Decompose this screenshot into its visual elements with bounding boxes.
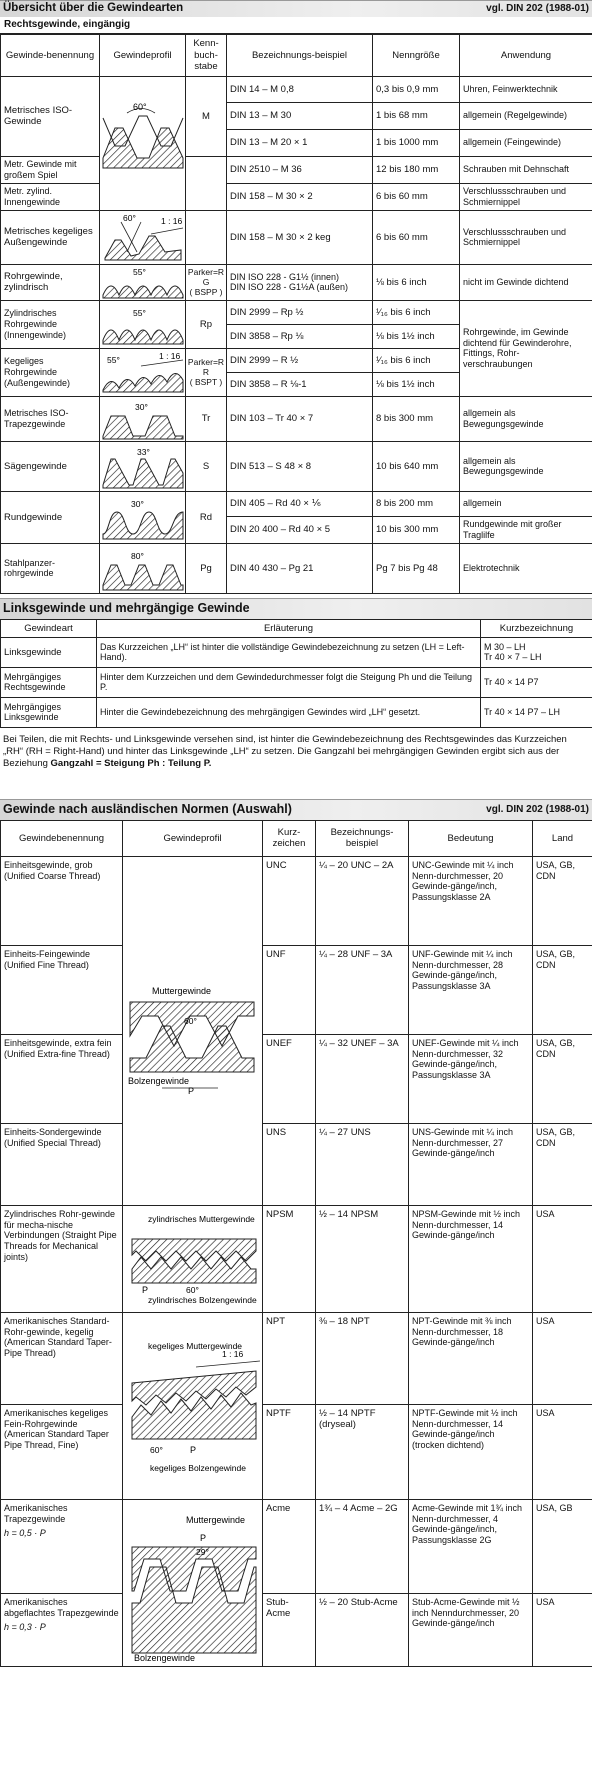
pitch-label: P [142, 1284, 149, 1295]
col-header: Gewindebenennung [1, 820, 123, 856]
section-header-foreign [0, 799, 592, 820]
footnote-formula: Gangzahl = Steigung Ph : Teilung P. [50, 758, 212, 770]
code-letter: M [186, 76, 227, 156]
table-row [1, 300, 592, 324]
short-code: UNEF [263, 1034, 316, 1123]
designation: ¼ – 27 UNS [316, 1123, 409, 1205]
profile-npsm [123, 1205, 263, 1312]
designation: DIN 40 430 – Pg 21 [227, 543, 373, 593]
application: Verschlussschrauben und Schmiernippel [460, 183, 592, 210]
code-parker: Parker=R [187, 357, 225, 368]
thread-name: Zylindrisches Rohrgewinde (Innengewinde) [1, 300, 100, 348]
meaning: Acme-Gewinde mit 1¾ inch Nenn-durchmesser, 4 Gewinde-gänge/inch, Passungsklasse 2G [409, 1499, 533, 1593]
designation: ¼ – 20 UNC – 2A [316, 856, 409, 945]
profile-unified [123, 856, 263, 1205]
section-header-overview [0, 0, 592, 17]
code-bsp: ( BSPP ) [189, 287, 223, 298]
taper-label: 1 : 16 [158, 351, 180, 362]
table-row [1, 856, 592, 945]
designation: DIN 3858 – Rp ⅛ [227, 324, 373, 348]
nominal-size: 10 bis 640 mm [373, 441, 460, 491]
col-header: Kurzbezeichnung [481, 619, 592, 637]
country: USA [533, 1404, 592, 1499]
col-header: Bezeichnungs-beispiel [227, 34, 373, 76]
short-code: Tr 40 × 14 P7 – LH [481, 697, 592, 727]
left-hand-thread-table [0, 619, 592, 728]
thread-name: Amerikanisches Standard-Rohr-gewinde, kegelig (American Standard Taper-Pipe Thread) [1, 1312, 123, 1404]
country: USA [533, 1312, 592, 1404]
npt-thread-profile-icon [126, 1321, 264, 1491]
designation: DIN 13 – M 20 × 1 [227, 129, 373, 156]
application: Elektrotechnik [460, 543, 592, 593]
pitch-label: P [190, 1444, 197, 1455]
profile-round [100, 491, 186, 543]
angle-label: 60° [132, 102, 147, 113]
designation-line: DIN ISO 228 - G1½A (außen) [230, 282, 349, 293]
designation: DIN 405 – Rd 40 × ⅙ [227, 491, 373, 516]
code-main: G [202, 277, 210, 288]
country: USA, GB, CDN [533, 945, 592, 1034]
short-code: NPT [263, 1312, 316, 1404]
angle-label: 55° [132, 267, 146, 278]
designation [227, 264, 373, 300]
depth-formula: h = 0,3 · P [4, 1622, 46, 1633]
code-letter: Rd [186, 491, 227, 543]
short-code: UNC [263, 856, 316, 945]
designation: DIN 3858 – R ⅛-1 [227, 372, 373, 396]
country: USA [533, 1205, 592, 1312]
table-row [1, 1499, 592, 1593]
pipe-inner-profile-icon [101, 302, 185, 346]
depth-formula: h = 0,5 · P [4, 1528, 46, 1539]
table-row [1, 1404, 592, 1499]
code-letter [186, 264, 227, 300]
designation: DIN 2999 – Rp ½ [227, 300, 373, 324]
mutter-label: kegeliges Muttergewinde [148, 1340, 243, 1351]
short-code: M 30 – LH Tr 40 × 7 – LH [481, 637, 592, 667]
table-row [1, 491, 592, 516]
designation: 1¾ – 4 Acme – 2G [316, 1499, 409, 1593]
col-header: Bezeichnungs-beispiel [316, 820, 409, 856]
nominal-size: ¹⁄₁₆ bis 6 inch [373, 348, 460, 372]
section-header-left-hand [0, 598, 592, 619]
explanation: Das Kurzzeichen „LH“ ist hinter die vollständige Gewindebezeichnung zu setzen (LH = Left-Hand). [97, 637, 481, 667]
spacer [0, 771, 592, 799]
thread-name: Metr. Gewinde mit großem Spiel [1, 156, 100, 183]
profile-metric-taper [100, 210, 186, 264]
application: allgemein (Regelgewinde) [460, 102, 592, 129]
angle-label: 29° [196, 1546, 209, 1557]
nominal-size: Pg 7 bis Pg 48 [373, 543, 460, 593]
nominal-size: ⅛ bis 1½ inch [373, 372, 460, 396]
table-header-row [1, 34, 592, 76]
designation: DIN 158 – M 30 × 2 keg [227, 210, 373, 264]
angle-label: 33° [136, 447, 150, 458]
meaning: NPSM-Gewinde mit ½ inch Nenn-durchmesser, 14 Gewinde-gänge/inch [409, 1205, 533, 1312]
table-row [1, 210, 592, 264]
thread-name-text: Amerikanisches Trapezgewinde [4, 1502, 68, 1524]
thread-name: Einheits-Feingewinde (Unified Fine Thread) [1, 945, 123, 1034]
meaning: UNS-Gewinde mit ¼ inch Nenn-durchmesser, 27 Gewinde-gänge/inch [409, 1123, 533, 1205]
table-row [1, 264, 592, 300]
thread-name: Einheitsgewinde, extra fein (Unified Extra-fine Thread) [1, 1034, 123, 1123]
designation: DIN 2999 – R ½ [227, 348, 373, 372]
thread-name: Rohrgewinde, zylindrisch [1, 264, 100, 300]
application: Schrauben mit Dehnschaft [460, 156, 592, 183]
country: USA, GB, CDN [533, 1034, 592, 1123]
thread-name: Metr. zylind. Innengewinde [1, 183, 100, 210]
thread-name: Metrisches ISO-Gewinde [1, 76, 100, 156]
designation: DIN 20 400 – Rd 40 × 5 [227, 516, 373, 543]
code-main: R [202, 367, 210, 378]
profile-pipe [100, 264, 186, 300]
application: Verschlussschrauben und Schmiernippel [460, 210, 592, 264]
col-header: Gewindeprofil [123, 820, 263, 856]
short-code: NPTF [263, 1404, 316, 1499]
country: USA, GB [533, 1499, 592, 1593]
section-title: Übersicht über die Gewindearten [3, 2, 184, 15]
short-code: NPSM [263, 1205, 316, 1312]
footnote-text: Bei Teilen, die mit Rechts- und Linksgewinde versehen sind, ist hinter die Gewindebezeichnung des Rechtsgewindes das Kurzzeichen „RH“ (RH = Right-Hand) und hinter das Linksgewinde „LH“ zu setzen. Die Gangzahl bei mehrgängigen Gewinden ergibt sich aus der Beziehung [3, 733, 567, 770]
country: USA, GB, CDN [533, 1123, 592, 1205]
short-code: Stub-Acme [263, 1593, 316, 1666]
pitch-label: P [188, 1085, 195, 1096]
code-parker: Parker=R [187, 267, 225, 278]
thread-name: Zylindrisches Rohr-gewinde für mecha-nische Verbindungen (Straight Pipe Threads for Mechanical joints) [1, 1205, 123, 1312]
designation: ⅜ – 18 NPT [316, 1312, 409, 1404]
angle-label: 60° [122, 213, 136, 224]
nominal-size: ¹⁄₁₆ bis 6 inch [373, 300, 460, 324]
thread-name [1, 1593, 123, 1666]
code-letter [186, 156, 227, 210]
nominal-size: 10 bis 300 mm [373, 516, 460, 543]
profile-conduit [100, 543, 186, 593]
angle-label: 60° [186, 1284, 199, 1295]
foreign-thread-table [0, 820, 592, 1667]
pipe-thread-profile-icon [101, 265, 185, 299]
thread-name: Amerikanisches kegeliges Fein-Rohrgewinde (American Standard Taper Pipe Thread, Fine) [1, 1404, 123, 1499]
table-row [1, 697, 592, 727]
col-header: Bedeutung [409, 820, 533, 856]
col-header: Gewindeprofil [100, 34, 186, 76]
round-thread-profile-icon [101, 494, 185, 540]
short-code: UNS [263, 1123, 316, 1205]
angle-label: 30° [130, 499, 144, 510]
thread-type: Linksgewinde [1, 637, 97, 667]
nominal-size: 6 bis 60 mm [373, 183, 460, 210]
mutter-label: Muttergewinde [186, 1514, 246, 1525]
mutter-label: Muttergewinde [152, 985, 212, 996]
angle-label: 55° [106, 355, 120, 366]
nominal-size: 0,3 bis 0,9 mm [373, 76, 460, 102]
explanation: Hinter die Gewindebezeichnung des mehrgängigen Gewindes wird „LH“ gesetzt. [97, 697, 481, 727]
angle-label: 80° [130, 551, 144, 562]
country: USA, GB, CDN [533, 856, 592, 945]
application: Uhren, Feinwerktechnik [460, 76, 592, 102]
nominal-size: 12 bis 180 mm [373, 156, 460, 183]
application: allgemein (Feingewinde) [460, 129, 592, 156]
code-letter [186, 210, 227, 264]
profile-metric [100, 76, 186, 210]
angle-label: 30° [134, 401, 148, 412]
country: USA [533, 1593, 592, 1666]
conduit-thread-profile-icon [101, 545, 185, 591]
designation: ¼ – 32 UNEF – 3A [316, 1034, 409, 1123]
code-letter: Tr [186, 396, 227, 441]
acme-thread-profile-icon [126, 1503, 264, 1663]
nominal-size: 6 bis 60 mm [373, 210, 460, 264]
nominal-size: ⅛ bis 1½ inch [373, 324, 460, 348]
application: nicht im Gewinde dichtend [460, 264, 592, 300]
thread-name [1, 1499, 123, 1593]
taper-thread-profile-icon [101, 212, 185, 262]
table-row [1, 1034, 592, 1123]
designation: DIN 103 – Tr 40 × 7 [227, 396, 373, 441]
meaning: Stub-Acme-Gewinde mit ½ inch Nenndurchmesser, 20 Gewinde-gänge/inch [409, 1593, 533, 1666]
col-header: Land [533, 820, 592, 856]
section-subtitle: Rechtsgewinde, eingängig [0, 17, 592, 34]
thread-type: Mehrgängiges Rechtsgewinde [1, 667, 97, 697]
table-header-row [1, 619, 592, 637]
thread-name: Metrisches kegeliges Außengewinde [1, 210, 100, 264]
application: Rohrgewinde, im Gewinde dichtend für Gewinderohre, Fittings, Rohr-verschraubungen [460, 300, 592, 396]
meaning: UNC-Gewinde mit ¼ inch Nenn-durchmesser, 20 Gewinde-gänge/inch, Passungsklasse 2A [409, 856, 533, 945]
application: allgemein [460, 491, 592, 516]
thread-name: Rundgewinde [1, 491, 100, 543]
table-row [1, 183, 592, 210]
metric-thread-profile-icon [101, 88, 185, 198]
section-title: Linksgewinde und mehrgängige Gewinde [3, 601, 250, 616]
bolzen-label: zylindrisches Bolzengewinde [148, 1294, 257, 1305]
table-row [1, 945, 592, 1034]
thread-name: Kegeliges Rohrgewinde (Außengewinde) [1, 348, 100, 396]
designation: DIN 2510 – M 36 [227, 156, 373, 183]
bolzen-label: kegeliges Bolzengewinde [150, 1462, 246, 1473]
col-header: Nenngröße [373, 34, 460, 76]
profile-pipe-taper [100, 348, 186, 396]
bolzen-label: Bolzengewinde [134, 1652, 196, 1663]
table-row [1, 667, 592, 697]
thread-name: Einheits-Sondergewinde (Unified Special Thread) [1, 1123, 123, 1205]
table-header-row [1, 820, 592, 856]
pitch-label: P [200, 1532, 207, 1543]
section-title: Gewinde nach ausländischen Normen (Auswahl) [3, 802, 292, 817]
table-row [1, 396, 592, 441]
application: allgemein als Bewegungsgewinde [460, 441, 592, 491]
unified-thread-profile-icon [126, 966, 264, 1096]
application: Rundgewinde mit großer Traglilfe [460, 516, 592, 543]
angle-label: 60° [184, 1015, 197, 1026]
angle-label: 55° [132, 308, 146, 319]
mutter-label: zylindrisches Muttergewinde [148, 1213, 255, 1224]
thread-overview-table [0, 34, 592, 594]
taper-label: 1 : 16 [160, 216, 182, 227]
table-row [1, 441, 592, 491]
col-header: Gewinde-benennung [1, 34, 100, 76]
thread-name: Sägengewinde [1, 441, 100, 491]
nominal-size: 1 bis 68 mm [373, 102, 460, 129]
explanation: Hinter dem Kurzzeichen und dem Gewindedurchmesser folgt die Steigung Ph und die Teilung P. [97, 667, 481, 697]
profile-npt [123, 1312, 263, 1499]
thread-name: Metrisches ISO-Trapezgewinde [1, 396, 100, 441]
col-header: Kurz-zeichen [263, 820, 316, 856]
col-header: Kenn-buch-stabe [186, 34, 227, 76]
norm-reference: vgl. DIN 202 (1988-01) [486, 3, 589, 15]
thread-name: Stahlpanzer-rohrgewinde [1, 543, 100, 593]
designation-line: DIN ISO 228 - G1½ (innen) [230, 271, 340, 282]
short-code: Acme [263, 1499, 316, 1593]
nominal-size: 1 bis 1000 mm [373, 129, 460, 156]
code-bsp: ( BSPT ) [189, 377, 223, 388]
designation: DIN 158 – M 30 × 2 [227, 183, 373, 210]
col-header: Anwendung [460, 34, 592, 76]
meaning: UNEF-Gewinde mit ¼ inch Nenn-durchmesser, 32 Gewinde-gänge/inch, Passungsklasse 3A [409, 1034, 533, 1123]
buttress-thread-profile-icon [101, 443, 185, 489]
designation: DIN 14 – M 0,8 [227, 76, 373, 102]
code-letter: Rp [186, 300, 227, 348]
short-code: UNF [263, 945, 316, 1034]
short-code: Tr 40 × 14 P7 [481, 667, 592, 697]
designation: ¼ – 28 UNF – 3A [316, 945, 409, 1034]
pipe-taper-profile-icon [101, 350, 185, 394]
npsm-thread-profile-icon [126, 1209, 264, 1309]
meaning: NPT-Gewinde mit ⅜ inch Nenn-durchmesser, 18 Gewinde-gänge/inch [409, 1312, 533, 1404]
thread-name: Einheitsgewinde, grob (Unified Coarse Thread) [1, 856, 123, 945]
meaning: UNF-Gewinde mit ¼ inch Nenn-durchmesser, 28 Gewinde-gänge/inch, Passungsklasse 3A [409, 945, 533, 1034]
footnote [0, 728, 592, 771]
thread-name-text: Amerikanisches abgeflachtes Trapezgewinde [4, 1596, 119, 1618]
table-row [1, 1205, 592, 1312]
designation: DIN 513 – S 48 × 8 [227, 441, 373, 491]
code-letter: S [186, 441, 227, 491]
bolzen-label: Bolzengewinde [128, 1075, 190, 1086]
code-letter [186, 348, 227, 396]
trapezoid-thread-profile-icon [101, 398, 185, 440]
table-row [1, 1123, 592, 1205]
meaning: NPTF-Gewinde mit ½ inch Nenn-durchmesser, 14 Gewinde-gänge/inch (trocken dichtend) [409, 1404, 533, 1499]
nominal-size: 8 bis 200 mm [373, 491, 460, 516]
designation: ½ – 14 NPTF (dryseal) [316, 1404, 409, 1499]
col-header: Gewindeart [1, 619, 97, 637]
profile-acme [123, 1499, 263, 1666]
nominal-size: 8 bis 300 mm [373, 396, 460, 441]
table-row [1, 156, 592, 183]
table-row [1, 637, 592, 667]
thread-type: Mehrgängiges Linksgewinde [1, 697, 97, 727]
angle-label: 60° [150, 1444, 163, 1455]
application: allgemein als Bewegungsgewinde [460, 396, 592, 441]
profile-buttress [100, 441, 186, 491]
designation: ½ – 14 NPSM [316, 1205, 409, 1312]
table-row [1, 1593, 592, 1666]
table-row [1, 543, 592, 593]
table-row [1, 1312, 592, 1404]
profile-pipe-inner [100, 300, 186, 348]
code-letter: Pg [186, 543, 227, 593]
norm-reference: vgl. DIN 202 (1988-01) [486, 803, 589, 815]
col-header: Erläuterung [97, 619, 481, 637]
table-row [1, 76, 592, 102]
nominal-size: ⅛ bis 6 inch [373, 264, 460, 300]
profile-trapezoid [100, 396, 186, 441]
designation: ½ – 20 Stub-Acme [316, 1593, 409, 1666]
taper-label: 1 : 16 [222, 1348, 244, 1359]
designation: DIN 13 – M 30 [227, 102, 373, 129]
